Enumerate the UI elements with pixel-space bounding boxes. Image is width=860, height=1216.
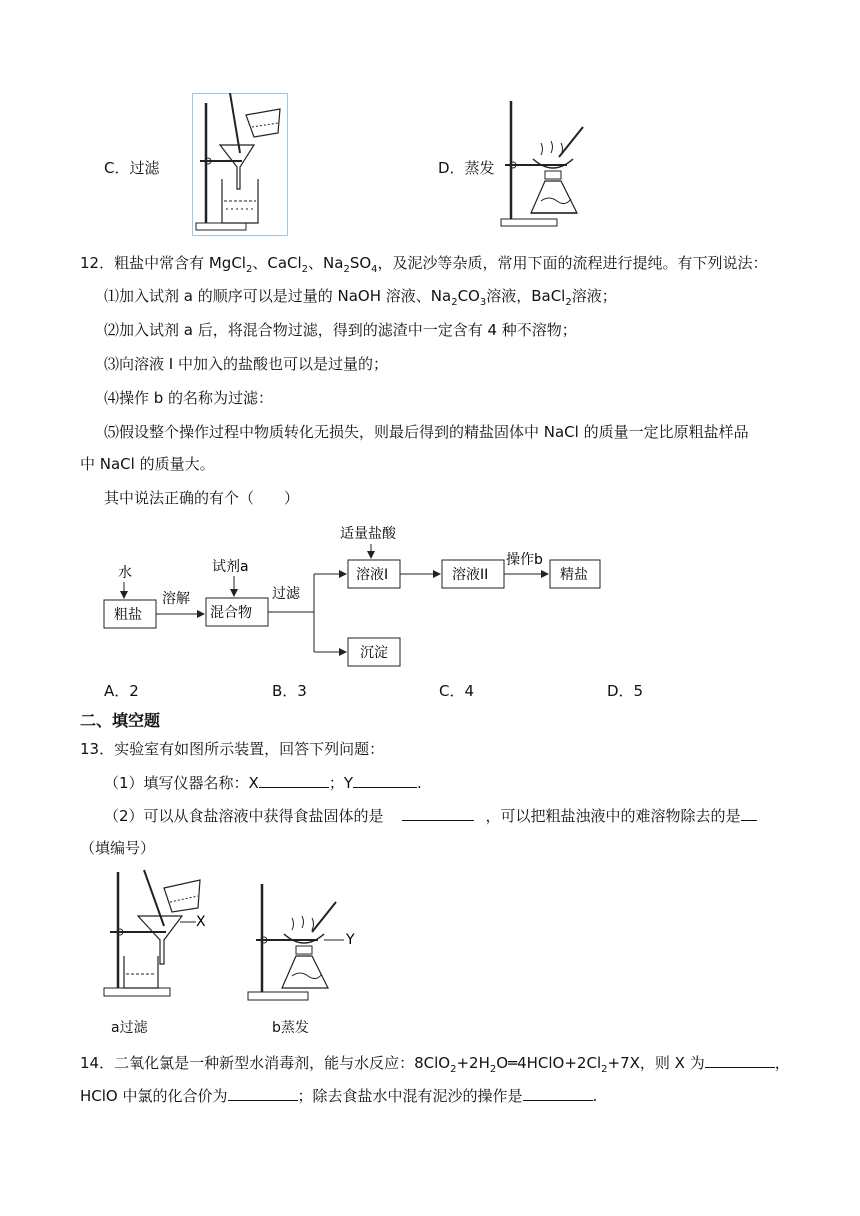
- q12-option-c: C．4: [439, 682, 475, 700]
- q13-stem: 13．实验室有如图所示装置，回答下列问题：: [80, 740, 385, 758]
- purification-flow-diagram: [96, 518, 616, 670]
- q12-question: 其中说法正确的有个（ ）: [104, 489, 300, 507]
- flow-filter-label: 过滤: [272, 586, 300, 602]
- q12-statement-5-line2: 中 NaCl 的质量大。: [80, 455, 215, 473]
- flow-solution1-label: 溶液I: [356, 567, 389, 583]
- blank-evaporation[interactable]: [402, 806, 474, 821]
- blank-filtration[interactable]: [741, 806, 757, 821]
- section-title: 二、填空题: [80, 711, 161, 730]
- blank-valence[interactable]: [228, 1086, 298, 1101]
- flow-crude-salt-label: 粗盐: [114, 607, 142, 623]
- q12-statement-1: ⑴加入试剂 a 的顺序可以是过量的 NaOH 溶液、$Na_2CO_3$溶液，BaCl$_2$溶液；: [104, 287, 617, 308]
- q13-part2-note: （填编号）: [80, 839, 156, 857]
- q12-option-b: B．3: [272, 682, 307, 700]
- label-x: X: [196, 914, 206, 930]
- flow-dissolve-label: 溶解: [162, 591, 190, 607]
- q12-statement-2: ⑵加入试剂 a 后，将混合物过滤，得到的滤渣中一定含有 4 种不溶物；: [104, 321, 577, 339]
- blank-x[interactable]: [259, 773, 329, 788]
- fig-a-label: a过滤: [111, 1020, 148, 1036]
- q13-evaporation-figure: [244, 880, 374, 1004]
- flow-mixture-label: 混合物: [210, 605, 252, 621]
- blank-operation[interactable]: [523, 1086, 593, 1101]
- q12-statement-5-line1: ⑸假设整个操作过程中物质转化无损失，则最后得到的精盐固体中 NaCl 的质量一定比原粗盐样品: [104, 423, 749, 441]
- q14-line2: HClO 中氯的化合价为 ；除去食盐水中混有泥沙的操作是 .: [80, 1087, 598, 1105]
- blank-x-formula[interactable]: [705, 1053, 775, 1068]
- q12-stem: 12．粗盐中常含有 MgCl$_2$、CaCl$_2$、$Na_2SO_4$，及泥沙等杂质，常用下面的流程进行提纯。有下列说法：: [80, 254, 768, 275]
- q12-statement-4: ⑷操作 b 的名称为过滤：: [104, 389, 274, 407]
- fig-b-label: b蒸发: [272, 1020, 309, 1036]
- option-d-label: D．蒸发: [438, 159, 495, 177]
- filtration-apparatus-figure: [192, 93, 288, 236]
- option-c-label: C．过滤: [104, 159, 160, 177]
- flow-solution2-label: 溶液II: [452, 567, 489, 583]
- q13-filtration-figure: [100, 866, 220, 1004]
- flow-precipitate-label: 沉淀: [360, 645, 388, 661]
- flow-operation-b-label: 操作b: [506, 552, 543, 568]
- q13-part2: （2）可以从食盐溶液中获得食盐固体的是 ，可以把粗盐浊液中的难溶物除去的是: [104, 805, 757, 826]
- flow-reagent-a-label: 试剂a: [212, 559, 249, 575]
- q12-option-d: D．5: [607, 682, 644, 700]
- q13-part1: （1）填写仪器名称：X ；Y .: [104, 774, 422, 792]
- flow-fine-salt-label: 精盐: [560, 567, 588, 583]
- flow-hcl-label: 适量盐酸: [340, 526, 396, 542]
- q12-option-a: A．2: [104, 682, 139, 700]
- evaporation-apparatus-figure: [497, 97, 589, 233]
- q12-statement-3: ⑶向溶液 I 中加入的盐酸也可以是过量的；: [104, 355, 388, 373]
- q14-line1: 14．二氧化氯是一种新型水消毒剂，能与水反应：$8ClO_2+2H_2O═4HClO+2Cl_2+7X$，则 X 为 ，: [80, 1054, 790, 1075]
- label-y: Y: [346, 932, 355, 948]
- blank-y[interactable]: [353, 773, 417, 788]
- flow-water-label: 水: [118, 565, 132, 581]
